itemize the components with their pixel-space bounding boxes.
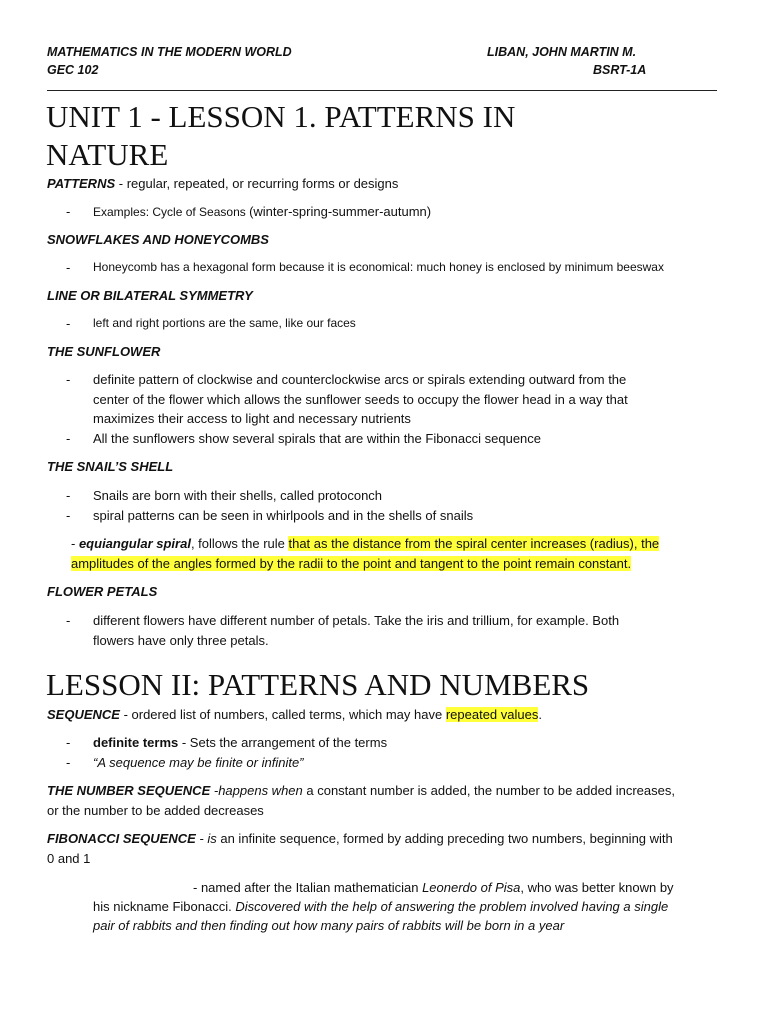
bullet-dash: - bbox=[66, 613, 71, 628]
unit-title-line1: UNIT 1 - LESSON 1. PATTERNS IN bbox=[46, 99, 516, 134]
sunflower-heading: THE SUNFLOWER bbox=[47, 344, 161, 359]
snail-heading: THE SNAIL’S SHELL bbox=[47, 459, 174, 474]
sequence-definition bbox=[47, 705, 719, 725]
fibonacci-line1: an infinite sequence, formed by adding preceding two numbers, beginning with bbox=[216, 831, 673, 846]
bullet-dash: - bbox=[66, 431, 71, 446]
header-row-2 bbox=[47, 63, 717, 77]
course-title: MATHEMATICS IN THE MODERN WORLD bbox=[47, 45, 292, 59]
petals-bullet-line2: flowers have only three petals. bbox=[93, 632, 269, 648]
unit-title bbox=[46, 98, 515, 174]
number-sequence-italic: -happens when bbox=[210, 783, 303, 798]
sunflower-bullet-1-line3: maximizes their access to light and necessary nutrients bbox=[93, 411, 411, 426]
definite-terms-text: - Sets the arrangement of the terms bbox=[178, 735, 388, 750]
bullet-dash: - bbox=[66, 204, 71, 219]
unit-title-line2: NATURE bbox=[46, 137, 169, 172]
sunflower-bullet-1-line2: center of the flower which allows the sunflower seeds to occupy the flower head in a way that bbox=[93, 391, 628, 407]
bullet-dash: - bbox=[66, 316, 71, 331]
fibonacci-note-line2 bbox=[93, 897, 733, 917]
definite-terms-term: definite terms bbox=[93, 735, 179, 750]
bullet-dash: - bbox=[66, 508, 71, 523]
sunflower-bullet-2-text: All the sunflowers show several spirals that are within the Fibonacci sequence bbox=[93, 431, 542, 446]
lesson2-title: LESSON II: PATTERNS AND NUMBERS bbox=[46, 667, 590, 702]
spiral-highlight-2: amplitudes of the angles formed by the radii to the point and tangent to the point remain constant. bbox=[71, 555, 632, 571]
fibonacci-name: Leonerdo of Pisa bbox=[422, 880, 521, 895]
section-code: BSRT-1A bbox=[593, 63, 647, 77]
fibonacci-italic: - is bbox=[195, 831, 217, 846]
sequence-end: . bbox=[538, 707, 542, 722]
spiral-highlight-1: that as the distance from the spiral center increases (radius), the bbox=[288, 536, 660, 551]
finite-bullet-text: “A sequence may be finite or infinite” bbox=[93, 755, 304, 770]
number-sequence-term: THE NUMBER SEQUENCE bbox=[47, 783, 211, 798]
author-name: LIBAN, JOHN MARTIN M. bbox=[487, 45, 637, 59]
number-sequence-line1: a constant number is added, the number to be added increases, bbox=[302, 783, 675, 798]
patterns-text: - regular, repeated, or recurring forms or designs bbox=[115, 176, 399, 191]
number-sequence-definition bbox=[47, 781, 719, 820]
fibonacci-note-line1 bbox=[193, 878, 733, 898]
patterns-bullet-paren: (winter-spring-summer-autumn) bbox=[249, 204, 432, 219]
fibonacci-definition bbox=[47, 829, 719, 868]
header-divider bbox=[47, 90, 717, 91]
bullet-dash: - bbox=[66, 735, 71, 750]
sequence-term: SEQUENCE bbox=[47, 707, 120, 722]
bullet-dash: - bbox=[66, 260, 71, 275]
patterns-term: PATTERNS bbox=[47, 176, 116, 191]
fibonacci-line2: 0 and 1 bbox=[47, 850, 91, 866]
header-row-1 bbox=[47, 45, 717, 59]
petals-bullet-line1: different flowers have different number of petals. Take the iris and trillium, for example. Both bbox=[93, 613, 620, 628]
symmetry-heading: LINE OR BILATERAL SYMMETRY bbox=[47, 288, 253, 303]
bullet-dash: - bbox=[66, 372, 71, 387]
snowflakes-bullet-text: Honeycomb has a hexagonal form because it is economical: much honey is enclosed by minimum beeswax bbox=[93, 260, 664, 274]
spiral-term: equiangular spiral bbox=[78, 536, 191, 551]
course-code: GEC 102 bbox=[47, 63, 99, 77]
symmetry-bullet-text: left and right portions are the same, like our faces bbox=[93, 316, 356, 330]
spiral-mid: , follows the rule bbox=[190, 536, 289, 551]
snail-bullet-1-text: Snails are born with their shells, called protoconch bbox=[93, 488, 383, 503]
bullet-dash: - bbox=[66, 755, 71, 770]
snail-bullet-2-text: spiral patterns can be seen in whirlpools and in the shells of snails bbox=[93, 508, 474, 523]
patterns-definition bbox=[47, 174, 719, 194]
snowflakes-heading: SNOWFLAKES AND HONEYCOMBS bbox=[47, 232, 269, 247]
sunflower-bullet-1-line1: definite pattern of clockwise and counterclockwise arcs or spirals extending outward from the bbox=[93, 372, 627, 387]
number-sequence-line2: or the number to be added decreases bbox=[47, 802, 264, 818]
fibonacci-note-c: his nickname Fibonacci. bbox=[93, 899, 236, 914]
equiangular-spiral-note bbox=[71, 534, 721, 573]
patterns-bullet-text: Examples: Cycle of Seasons bbox=[93, 205, 250, 219]
sequence-text: - ordered list of numbers, called terms, which may have bbox=[119, 707, 446, 722]
fibonacci-term: FIBONACCI SEQUENCE bbox=[47, 831, 196, 846]
petals-heading: FLOWER PETALS bbox=[47, 584, 158, 599]
fibonacci-note-a: - named after the Italian mathematician bbox=[193, 880, 423, 895]
bullet-dash: - bbox=[66, 488, 71, 503]
fibonacci-note-d: Discovered with the help of answering the problem involved having a single bbox=[235, 899, 669, 914]
fibonacci-note-line3: pair of rabbits and then finding out how many pairs of rabbits will be born in a year bbox=[93, 918, 565, 933]
fibonacci-note-b: , who was better known by bbox=[520, 880, 674, 895]
sequence-highlight: repeated values bbox=[445, 707, 539, 722]
spiral-prefix: - bbox=[71, 536, 79, 551]
